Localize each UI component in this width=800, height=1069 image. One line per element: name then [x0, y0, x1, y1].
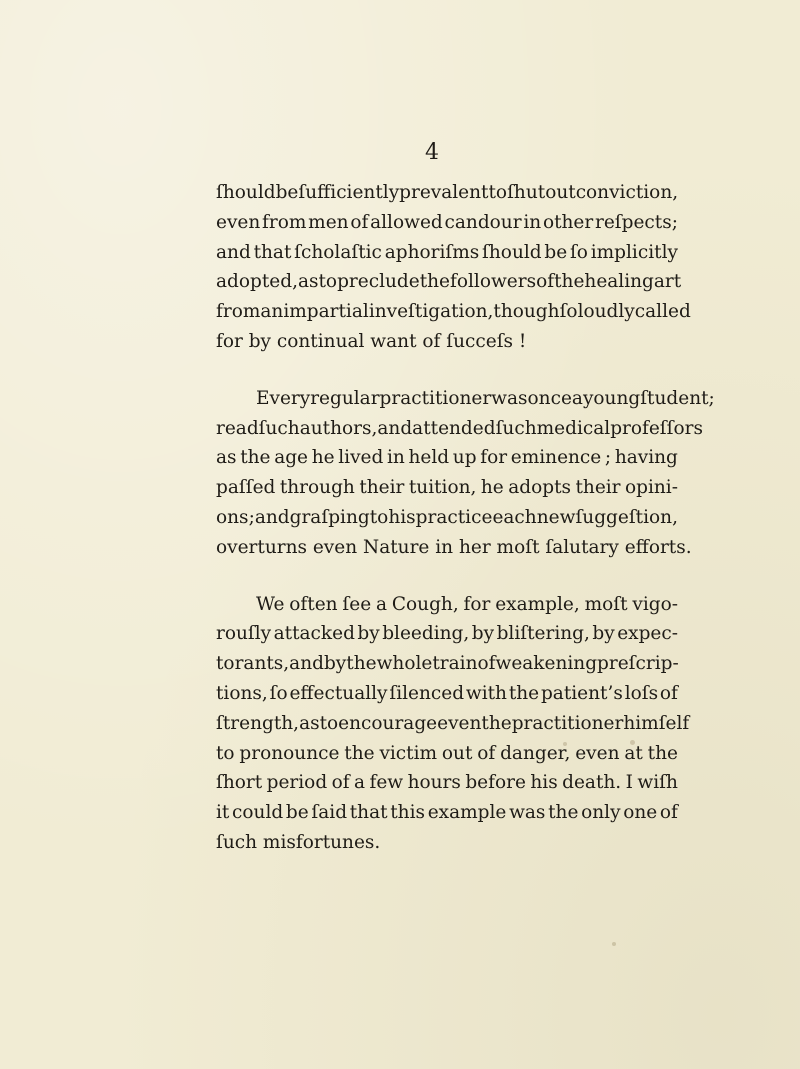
word: the	[647, 742, 678, 764]
word: adopts	[508, 477, 571, 499]
word: aphoriſms	[384, 241, 480, 263]
word: tuition,	[408, 477, 477, 499]
word: death.	[562, 772, 622, 794]
text-line	[216, 267, 682, 297]
word: regular	[310, 387, 380, 409]
word: to	[488, 182, 508, 203]
text-line-content	[216, 798, 678, 828]
word: age	[274, 447, 309, 469]
word: their	[359, 477, 405, 499]
text-line	[216, 503, 678, 533]
word: ſo	[559, 301, 578, 323]
text-line-content	[216, 679, 678, 709]
word: often	[289, 593, 338, 615]
word: victim	[379, 742, 438, 764]
word: his	[388, 506, 416, 528]
word: ſhould	[216, 182, 276, 203]
word: as	[299, 712, 320, 734]
word: opini-	[625, 477, 678, 499]
paper-foxing-spot	[612, 942, 616, 946]
word: ſuggeſtion,	[575, 506, 678, 528]
word: example	[427, 802, 507, 824]
word: whole	[376, 653, 433, 675]
word: a	[571, 387, 583, 409]
word: out	[545, 182, 576, 203]
paragraph-gap	[216, 357, 678, 384]
word: the	[344, 742, 375, 764]
text-line-content	[216, 414, 703, 444]
word: held	[408, 447, 450, 469]
text-line-content	[216, 238, 678, 268]
word: called	[634, 301, 691, 323]
word: loſs	[624, 682, 659, 704]
text-line	[216, 619, 678, 649]
word: by	[323, 653, 347, 675]
word: the	[508, 682, 540, 704]
text-line-content	[216, 208, 678, 238]
word: was	[509, 802, 546, 824]
word: once	[527, 387, 572, 409]
word: I	[625, 772, 633, 794]
word: with	[465, 682, 507, 704]
word: by	[592, 623, 615, 645]
word: period	[266, 772, 328, 794]
word: at	[624, 742, 643, 764]
word: practitioner	[511, 712, 624, 734]
text-line	[216, 238, 678, 268]
word: and	[377, 417, 413, 439]
word: even	[575, 742, 620, 764]
word: example,	[495, 593, 580, 615]
word: ſaid	[311, 802, 348, 824]
word: danger,	[500, 742, 571, 764]
word: only	[581, 802, 621, 824]
word: out	[441, 742, 473, 764]
text-line-content	[216, 297, 691, 327]
word: as	[216, 447, 237, 469]
word: to	[318, 271, 338, 293]
text-line	[216, 798, 678, 828]
word: bleeding,	[382, 623, 470, 645]
text-line-content	[216, 473, 678, 503]
page-number: 4	[425, 140, 439, 165]
word: their	[575, 477, 621, 499]
text-line	[216, 414, 703, 444]
text-line	[216, 739, 678, 769]
word: to	[319, 712, 339, 734]
text-line	[216, 297, 691, 327]
word: train	[432, 653, 478, 675]
word: the	[554, 271, 585, 293]
word: attacked	[273, 623, 355, 645]
word: from	[262, 211, 307, 233]
text-line	[216, 649, 678, 679]
word: preclude	[337, 271, 420, 293]
word: followers	[450, 271, 537, 293]
word: before	[465, 772, 526, 794]
word: for	[463, 593, 491, 615]
word: having	[614, 447, 678, 469]
word: impartial	[283, 301, 369, 323]
word: We	[256, 593, 285, 615]
word: a	[354, 772, 366, 794]
word: the	[240, 447, 271, 469]
word: to	[369, 506, 389, 528]
word: ſuch	[495, 417, 537, 439]
word: of	[536, 271, 555, 293]
word: men	[308, 211, 349, 233]
word: Cough,	[391, 593, 459, 615]
word: could	[232, 802, 284, 824]
word: ſo	[269, 682, 288, 704]
paragraph-1	[216, 178, 691, 357]
word: each	[492, 506, 537, 528]
word: few	[369, 772, 404, 794]
word: he	[311, 447, 335, 469]
word: read	[216, 417, 259, 439]
text-line	[216, 443, 678, 473]
word: in	[523, 211, 542, 233]
word: bliſtering,	[496, 623, 590, 645]
word: as	[297, 271, 319, 293]
word: preſcrip-	[597, 653, 679, 675]
paragraph-gap	[216, 563, 678, 590]
word: ſufficiently	[298, 182, 400, 203]
word: and	[254, 506, 290, 528]
word: new	[536, 506, 576, 528]
text-line-content: overturns even Nature in her moſt ſalutary efforts.	[216, 536, 692, 558]
word: ſuch	[258, 417, 300, 439]
word: the	[548, 802, 579, 824]
word: ſtudent	[640, 387, 709, 409]
word: profeſſors	[610, 417, 703, 439]
text-line	[216, 768, 678, 798]
word: conviction,	[575, 182, 679, 203]
word: be	[275, 182, 299, 203]
text-line-content	[256, 384, 715, 414]
word: expec-	[617, 623, 678, 645]
word: the	[346, 653, 377, 675]
word: adopted,	[216, 271, 298, 293]
word: this	[390, 802, 426, 824]
text-line	[216, 590, 678, 620]
word: that	[349, 802, 388, 824]
word: other	[542, 211, 594, 233]
word: ſhould	[482, 241, 542, 263]
word: of	[350, 211, 369, 233]
word: even	[216, 211, 261, 233]
word: an	[260, 301, 284, 323]
text-line	[216, 384, 715, 414]
word: himſelf	[623, 712, 690, 734]
text-line-content: ſuch misfortunes.	[216, 831, 381, 853]
text-line-content	[216, 267, 682, 297]
word: ſhut	[507, 182, 546, 203]
word: encourage	[338, 712, 438, 734]
word: ;	[604, 447, 612, 469]
word: art	[653, 271, 682, 293]
word: tions,	[216, 682, 268, 704]
word: eminence	[510, 447, 602, 469]
word: patient’s	[540, 682, 623, 704]
word: and	[216, 241, 251, 263]
word: healing	[584, 271, 654, 293]
word: was	[491, 387, 528, 409]
text-line-content	[216, 709, 690, 739]
word: be	[544, 241, 568, 263]
word: vigo-	[632, 593, 678, 615]
word: attended	[412, 417, 496, 439]
text-line	[216, 327, 678, 357]
word: of	[331, 772, 350, 794]
word: he	[480, 477, 504, 499]
word: and	[289, 653, 324, 675]
word: ſcholaſtic	[294, 241, 382, 263]
word: weakening	[495, 653, 598, 675]
word: reſpects;	[594, 211, 678, 233]
word: his	[530, 772, 558, 794]
text-line-content	[216, 503, 678, 533]
word: implicitly	[590, 241, 678, 263]
word: the	[419, 271, 451, 293]
word: lived	[338, 447, 384, 469]
word: of	[659, 682, 678, 704]
word: of	[477, 742, 496, 764]
text-line-content	[216, 178, 678, 208]
word: ;	[708, 387, 715, 409]
text-line-content	[216, 619, 678, 649]
text-line-content	[216, 739, 678, 769]
word: wiſh	[637, 772, 678, 794]
word: ons	[216, 506, 249, 528]
text-line	[216, 828, 678, 858]
paragraph-3	[216, 590, 690, 858]
text-line	[216, 679, 678, 709]
word: of	[477, 653, 496, 675]
paragraph-2	[216, 384, 715, 563]
word: practice	[415, 506, 493, 528]
word: torants,	[216, 653, 290, 675]
word: that	[253, 241, 292, 263]
word: though	[493, 301, 560, 323]
text-line	[216, 208, 678, 238]
word: be	[285, 802, 309, 824]
word: ſhort	[216, 772, 263, 794]
word: ;	[248, 506, 255, 528]
text-line	[216, 473, 678, 503]
word: it	[216, 802, 230, 824]
word: the	[481, 712, 512, 734]
word: graſping	[289, 506, 370, 528]
word: prevalent	[399, 182, 489, 203]
word: young	[582, 387, 641, 409]
word: one	[623, 802, 658, 824]
word: medical	[536, 417, 611, 439]
text-line-content	[256, 590, 678, 620]
word: pronounce	[239, 742, 340, 764]
text-line-content	[216, 649, 678, 679]
word: allowed	[370, 211, 443, 233]
word: inveſtigation,	[368, 301, 494, 323]
body-text	[216, 178, 715, 858]
text-line-content	[216, 443, 678, 473]
word: for	[480, 447, 508, 469]
word: authors,	[299, 417, 378, 439]
word: Every	[256, 387, 311, 409]
word: by	[357, 623, 380, 645]
word: ſee	[342, 593, 372, 615]
word: moſt	[584, 593, 628, 615]
word: in	[386, 447, 405, 469]
text-line	[216, 178, 678, 208]
word: rouſly	[216, 623, 272, 645]
word: effectually	[289, 682, 388, 704]
text-line	[216, 709, 690, 739]
word: practitioner	[379, 387, 492, 409]
word: a	[376, 593, 388, 615]
word: paſſed	[216, 477, 276, 499]
word: ſilenced	[389, 682, 465, 704]
word: from	[216, 301, 261, 323]
word: loudly	[577, 301, 635, 323]
word: to	[216, 742, 235, 764]
word: ſtrength,	[216, 712, 300, 734]
word: through	[279, 477, 355, 499]
text-line-content	[216, 768, 678, 798]
word: even	[437, 712, 482, 734]
word: of	[659, 802, 678, 824]
word: candour	[444, 211, 522, 233]
word: by	[471, 623, 495, 645]
text-line-content: for by continual want of ſucceſs !	[216, 330, 527, 352]
word: up	[452, 447, 477, 469]
word: ſo	[569, 241, 588, 263]
word: hours	[407, 772, 461, 794]
text-line	[216, 533, 692, 563]
